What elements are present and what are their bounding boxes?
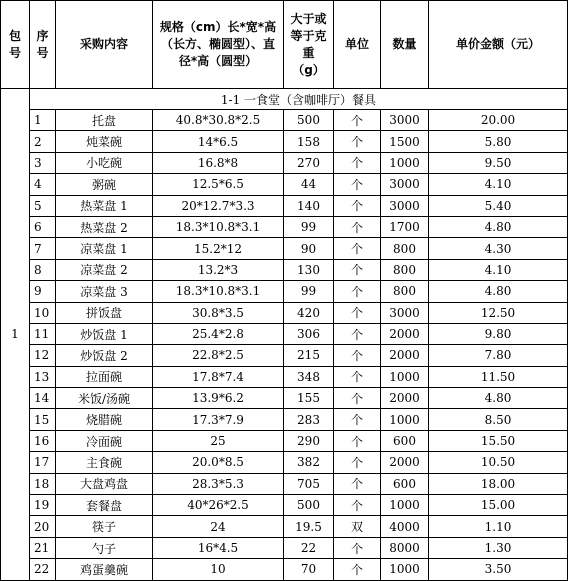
seq-cell: 5 [30,195,56,216]
qty-cell: 1000 [381,152,429,173]
weight-cell: 500 [284,110,334,131]
weight-cell: 158 [284,131,334,152]
unit-cell: 个 [334,216,381,237]
item-name-cell: 鸡蛋羹碗 [56,559,153,580]
spec-cell: 20*12.7*3.3 [153,195,284,216]
seq-cell: 18 [30,473,56,494]
section-title: 1-1 一食堂（含咖啡厅）餐具 [30,89,568,110]
spec-cell: 13.2*3 [153,259,284,280]
seq-cell: 19 [30,495,56,516]
item-name-cell: 勺子 [56,537,153,558]
price-cell: 9.50 [429,152,568,173]
header-spec: 规格（cm）长*宽*高（长方、椭圆型）、直径*高（圆型） [153,1,284,89]
spec-cell: 10 [153,559,284,580]
header-row [1,1,568,89]
table-row [1,388,568,409]
weight-cell: 130 [284,259,334,280]
table-row [1,110,568,131]
weight-cell: 270 [284,152,334,173]
seq-cell: 6 [30,216,56,237]
header-unit: 单位 [334,1,381,89]
price-cell: 5.80 [429,131,568,152]
qty-cell: 800 [381,259,429,280]
unit-cell: 个 [334,537,381,558]
section-row [1,89,568,110]
item-name-cell: 热菜盘 1 [56,195,153,216]
header-item: 采购内容 [56,1,153,89]
spec-cell: 12.5*6.5 [153,174,284,195]
unit-cell: 双 [334,516,381,537]
weight-cell: 70 [284,559,334,580]
unit-cell: 个 [334,452,381,473]
weight-cell: 290 [284,430,334,451]
qty-cell: 1000 [381,495,429,516]
qty-cell: 600 [381,430,429,451]
qty-cell: 8000 [381,537,429,558]
qty-cell: 3000 [381,302,429,323]
unit-cell: 个 [334,110,381,131]
weight-cell: 99 [284,216,334,237]
price-cell: 4.30 [429,238,568,259]
spec-cell: 14*6.5 [153,131,284,152]
table-row [1,216,568,237]
item-name-cell: 筷子 [56,516,153,537]
price-cell: 10.50 [429,452,568,473]
unit-cell: 个 [334,195,381,216]
seq-cell: 14 [30,388,56,409]
table-row [1,559,568,580]
seq-cell: 4 [30,174,56,195]
price-cell: 18.00 [429,473,568,494]
price-cell: 3.50 [429,559,568,580]
price-cell: 15.00 [429,495,568,516]
spec-cell: 22.8*2.5 [153,345,284,366]
item-name-cell: 粥碗 [56,174,153,195]
unit-cell: 个 [334,323,381,344]
seq-cell: 1 [30,110,56,131]
table-row [1,174,568,195]
table-row [1,195,568,216]
item-name-cell: 大盘鸡盘 [56,473,153,494]
item-name-cell: 炖菜碗 [56,131,153,152]
qty-cell: 2000 [381,388,429,409]
item-name-cell: 凉菜盘 2 [56,259,153,280]
spec-cell: 25.4*2.8 [153,323,284,344]
qty-cell: 3000 [381,174,429,195]
price-cell: 11.50 [429,366,568,387]
header-qty: 数量 [381,1,429,89]
unit-cell: 个 [334,152,381,173]
unit-cell: 个 [334,409,381,430]
price-cell: 9.80 [429,323,568,344]
spec-cell: 18.3*10.8*3.1 [153,216,284,237]
unit-cell: 个 [334,345,381,366]
weight-cell: 22 [284,537,334,558]
weight-cell: 215 [284,345,334,366]
weight-cell: 705 [284,473,334,494]
item-name-cell: 炒饭盘 1 [56,323,153,344]
unit-cell: 个 [334,366,381,387]
price-cell: 5.40 [429,195,568,216]
price-cell: 7.80 [429,345,568,366]
spec-cell: 24 [153,516,284,537]
qty-cell: 3000 [381,195,429,216]
qty-cell: 1700 [381,216,429,237]
item-name-cell: 米饭/汤碗 [56,388,153,409]
table-row [1,238,568,259]
seq-cell: 8 [30,259,56,280]
price-cell: 4.10 [429,174,568,195]
qty-cell: 1000 [381,559,429,580]
unit-cell: 个 [334,174,381,195]
item-name-cell: 拉面碗 [56,366,153,387]
unit-cell: 个 [334,473,381,494]
weight-cell: 90 [284,238,334,259]
header-seq: 序号 [30,1,56,89]
seq-cell: 11 [30,323,56,344]
package-number: 1 [1,89,30,581]
header-package: 包号 [1,1,30,89]
weight-cell: 44 [284,174,334,195]
unit-cell: 个 [334,559,381,580]
qty-cell: 1000 [381,409,429,430]
unit-cell: 个 [334,238,381,259]
spec-cell: 16.8*8 [153,152,284,173]
weight-cell: 420 [284,302,334,323]
seq-cell: 22 [30,559,56,580]
seq-cell: 2 [30,131,56,152]
seq-cell: 17 [30,452,56,473]
weight-cell: 99 [284,281,334,302]
qty-cell: 3000 [381,110,429,131]
table-row [1,430,568,451]
qty-cell: 800 [381,281,429,302]
table-row [1,281,568,302]
unit-cell: 个 [334,281,381,302]
seq-cell: 15 [30,409,56,430]
weight-cell: 283 [284,409,334,430]
spec-cell: 17.3*7.9 [153,409,284,430]
table-row [1,473,568,494]
header-weight: 大于或等于克重（g） [284,1,334,89]
spec-cell: 40*26*2.5 [153,495,284,516]
spec-cell: 15.2*12 [153,238,284,259]
spec-cell: 40.8*30.8*2.5 [153,110,284,131]
table-row [1,495,568,516]
spec-cell: 28.3*5.3 [153,473,284,494]
item-name-cell: 套餐盘 [56,495,153,516]
spec-cell: 20.0*8.5 [153,452,284,473]
spec-cell: 17.8*7.4 [153,366,284,387]
seq-cell: 10 [30,302,56,323]
weight-cell: 348 [284,366,334,387]
weight-cell: 140 [284,195,334,216]
qty-cell: 2000 [381,345,429,366]
price-cell: 1.10 [429,516,568,537]
item-name-cell: 主食碗 [56,452,153,473]
table-row [1,452,568,473]
unit-cell: 个 [334,430,381,451]
qty-cell: 2000 [381,452,429,473]
spec-cell: 25 [153,430,284,451]
seq-cell: 12 [30,345,56,366]
item-name-cell: 托盘 [56,110,153,131]
unit-cell: 个 [334,388,381,409]
table-row [1,409,568,430]
price-cell: 4.80 [429,388,568,409]
header-price: 单价金额（元） [429,1,568,89]
qty-cell: 800 [381,238,429,259]
price-cell: 20.00 [429,110,568,131]
seq-cell: 3 [30,152,56,173]
weight-cell: 500 [284,495,334,516]
weight-cell: 306 [284,323,334,344]
seq-cell: 13 [30,366,56,387]
price-cell: 15.50 [429,430,568,451]
qty-cell: 600 [381,473,429,494]
price-cell: 4.80 [429,216,568,237]
table-row [1,345,568,366]
qty-cell: 4000 [381,516,429,537]
item-name-cell: 冷面碗 [56,430,153,451]
seq-cell: 9 [30,281,56,302]
table-row [1,537,568,558]
qty-cell: 2000 [381,323,429,344]
seq-cell: 16 [30,430,56,451]
item-name-cell: 热菜盘 2 [56,216,153,237]
table-row [1,516,568,537]
spec-cell: 16*4.5 [153,537,284,558]
table-row [1,323,568,344]
price-cell: 4.10 [429,259,568,280]
weight-cell: 19.5 [284,516,334,537]
spec-cell: 13.9*6.2 [153,388,284,409]
qty-cell: 1500 [381,131,429,152]
item-name-cell: 拼饭盘 [56,302,153,323]
qty-cell: 1000 [381,366,429,387]
price-cell: 8.50 [429,409,568,430]
spec-cell: 30.8*3.5 [153,302,284,323]
spec-cell: 18.3*10.8*3.1 [153,281,284,302]
seq-cell: 20 [30,516,56,537]
weight-cell: 382 [284,452,334,473]
unit-cell: 个 [334,495,381,516]
item-name-cell: 小吃碗 [56,152,153,173]
price-cell: 4.80 [429,281,568,302]
table-row [1,366,568,387]
table-row [1,259,568,280]
table-row [1,152,568,173]
price-cell: 1.30 [429,537,568,558]
unit-cell: 个 [334,131,381,152]
seq-cell: 21 [30,537,56,558]
weight-cell: 155 [284,388,334,409]
item-name-cell: 烧腊碗 [56,409,153,430]
seq-cell: 7 [30,238,56,259]
item-name-cell: 凉菜盘 1 [56,238,153,259]
item-name-cell: 炒饭盘 2 [56,345,153,366]
item-name-cell: 凉菜盘 3 [56,281,153,302]
table-row [1,131,568,152]
unit-cell: 个 [334,302,381,323]
table-row [1,302,568,323]
price-cell: 12.50 [429,302,568,323]
unit-cell: 个 [334,259,381,280]
